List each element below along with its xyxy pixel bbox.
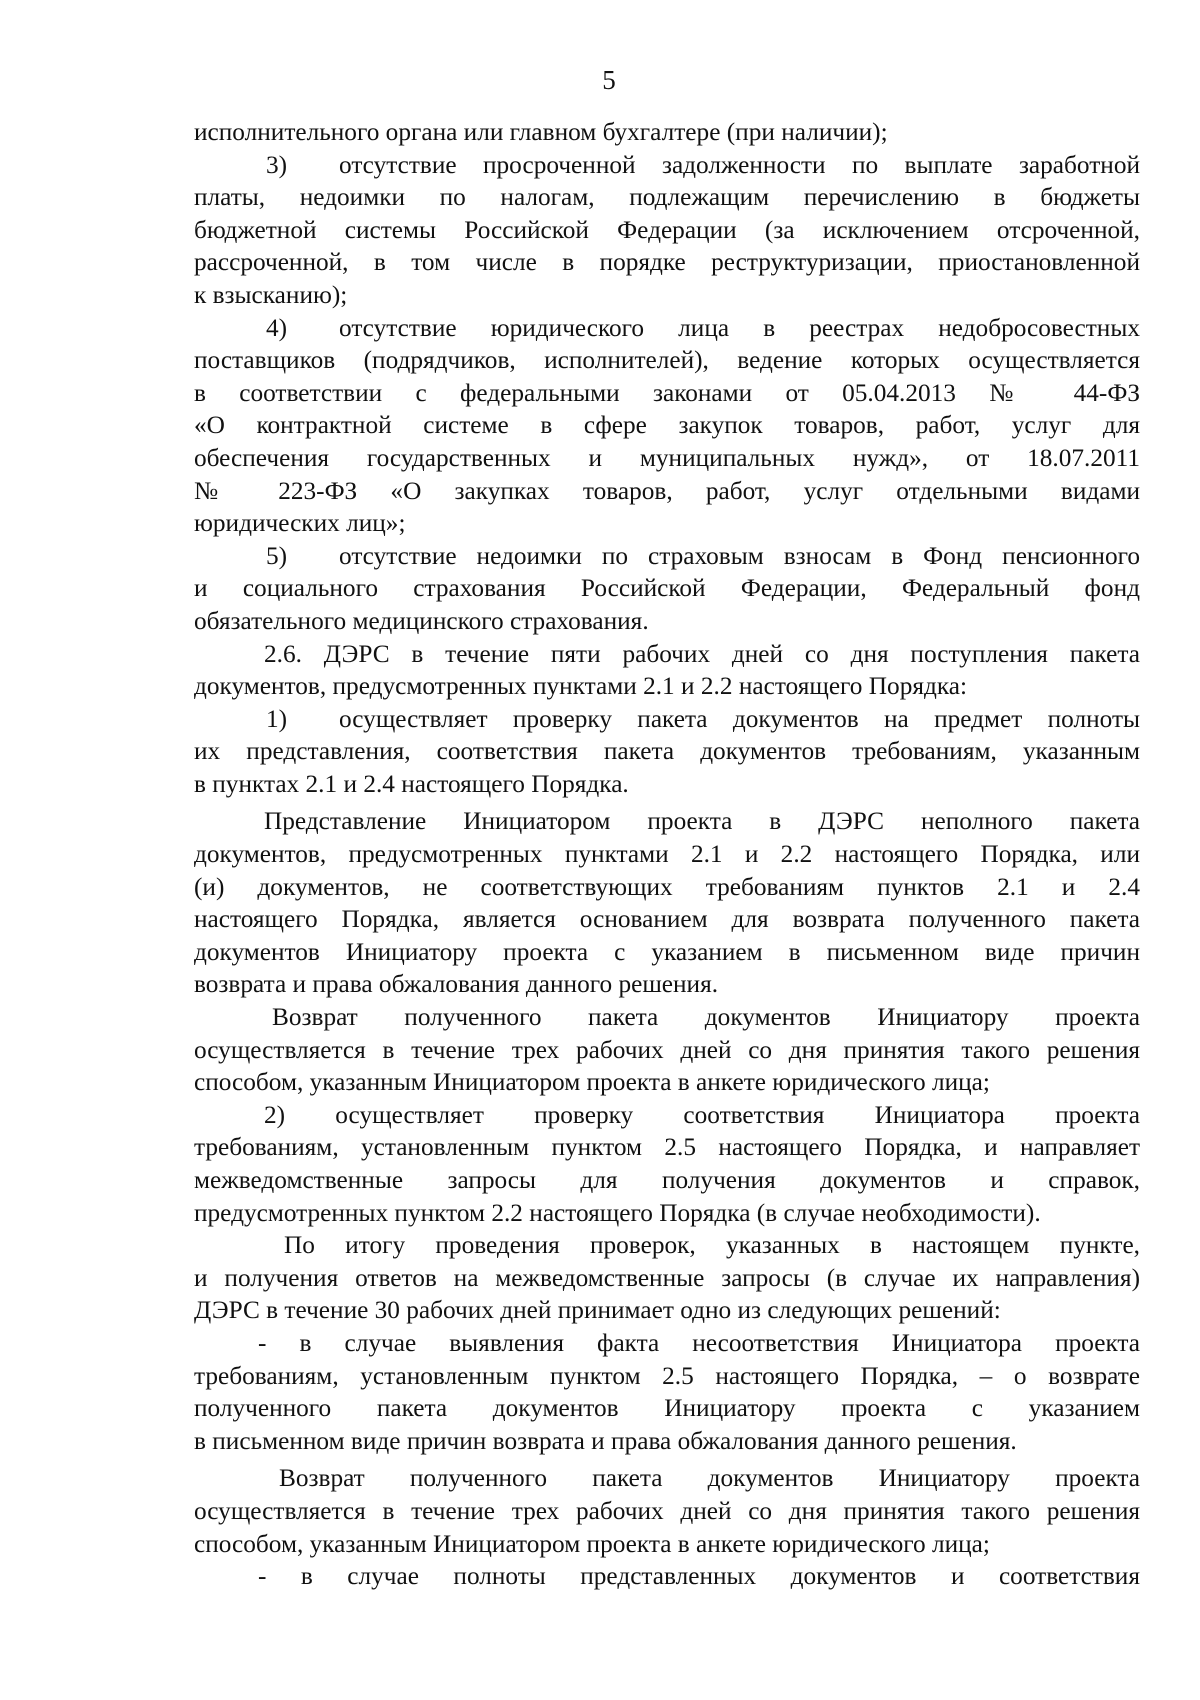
text-line: юридических лиц»; (194, 509, 406, 538)
list-item-number: 3) (266, 150, 288, 179)
list-item-text: отсутствие недоимки по страховым взносам в Фонд пенсионного (339, 541, 1140, 570)
text-line: По итогу проведения проверок, указанных в настоящем пункте, (284, 1231, 1140, 1260)
text-line (194, 540, 1140, 573)
text-line: (и) документов, не соответствующих требованиям пунктов 2.1 и 2.4 (194, 872, 1140, 901)
text-line: способом, указанным Инициатором проекта в анкете юридического лица; (194, 1529, 990, 1558)
text-line: Возврат полученного пакета документов Инициатору проекта (272, 1003, 1140, 1032)
text-line: требованиям, установленным пунктом 2.5 настоящего Порядка, и направляет (194, 1133, 1140, 1162)
text-line: Представление Инициатором проекта в ДЭРС неполного пакета (264, 807, 1140, 836)
text-line: исполнительного органа или главном бухгалтере (при наличии); (194, 118, 888, 146)
text-line: - в случае выявления факта несоответствия Инициатора проекта (258, 1328, 1140, 1357)
text-line: и получения ответов на межведомственные запросы (в случае их направления) (194, 1263, 1140, 1292)
text-line (194, 703, 1140, 736)
text-line: осуществляется в течение трех рабочих дней со дня принятия такого решения (194, 1035, 1140, 1064)
document-body (194, 116, 1140, 1593)
text-line: обязательного медицинского страхования. (194, 606, 649, 635)
text-line: межведомственные запросы для получения документов и справок, (194, 1166, 1140, 1194)
text-line (194, 312, 1140, 345)
text-line: настоящего Порядка, является основанием для возврата полученного пакета (194, 905, 1140, 934)
text-line: в соответствии с федеральными законами от 05.04.2013 № 44-ФЗ (194, 378, 1140, 407)
list-item-text: осуществляет проверку пакета документов на предмет полноты (339, 704, 1140, 733)
text-line: платы, недоимки по налогам, подлежащим перечислению в бюджеты (194, 183, 1140, 212)
text-line: № 223-ФЗ «О закупках товаров, работ, услуг отдельными видами (194, 476, 1140, 505)
text-line: поставщиков (подрядчиков, исполнителей), ведение которых осуществляется (194, 346, 1140, 375)
text-line: обеспечения государственных и муниципальных нужд», от 18.07.2011 (194, 443, 1140, 472)
text-line: требованиям, установленным пунктом 2.5 настоящего Порядка, – о возврате (194, 1361, 1140, 1390)
text-line: и социального страхования Российской Федерации, Федеральный фонд (194, 574, 1140, 603)
text-line: осуществляется в течение трех рабочих дней со дня принятия такого решения (194, 1496, 1140, 1525)
list-item-number: 1) (266, 704, 288, 733)
text-line: 2.6. ДЭРС в течение пяти рабочих дней со дня поступления пакета (264, 639, 1140, 668)
text-line: ДЭРС в течение 30 рабочих дней принимает одно из следующих решений: (194, 1296, 1001, 1325)
text-line: в письменном виде причин возврата и права обжалования данного решения. (194, 1426, 1017, 1455)
text-line: возврата и права обжалования данного решения. (194, 970, 719, 999)
list-item-text: отсутствие юридического лица в реестрах недобросовестных (339, 313, 1140, 342)
list-item-number: 5) (266, 541, 288, 570)
page-number: 5 (602, 65, 616, 95)
text-line: рассроченной, в том числе в порядке реструктуризации, приостановленной (194, 248, 1140, 277)
text-line: документов Инициатору проекта с указанием в письменном виде причин (194, 937, 1140, 966)
text-line: бюджетной системы Российской Федерации (за исключением отсроченной, (194, 215, 1140, 244)
text-line: Возврат полученного пакета документов Инициатору проекта (279, 1464, 1140, 1493)
text-line: - в случае полноты представленных документов и соответствия (258, 1562, 1140, 1591)
text-line: в пунктах 2.1 и 2.4 настоящего Порядка. (194, 769, 629, 798)
text-line: полученного пакета документов Инициатору проекта с указанием (194, 1394, 1140, 1423)
text-line: «О контрактной системе в сфере закупок товаров, работ, услуг для (194, 411, 1140, 440)
text-line: к взысканию); (194, 280, 348, 309)
text-line (194, 149, 1140, 182)
text-line: документов, предусмотренных пунктами 2.1 и 2.2 настоящего Порядка: (194, 672, 968, 701)
text-line: документов, предусмотренных пунктами 2.1 и 2.2 настоящего Порядка, или (194, 840, 1140, 869)
text-line: способом, указанным Инициатором проекта в анкете юридического лица; (194, 1068, 990, 1097)
text-line: предусмотренных пунктом 2.2 настоящего Порядка (в случае необходимости). (194, 1198, 1041, 1227)
list-item-text: отсутствие просроченной задолженности по выплате заработной (339, 150, 1140, 179)
list-item-number: 4) (266, 313, 288, 342)
text-line: 2) осуществляет проверку соответствия Инициатора проекта (264, 1100, 1140, 1129)
text-line: их представления, соответствия пакета документов требованиям, указанным (194, 737, 1140, 766)
